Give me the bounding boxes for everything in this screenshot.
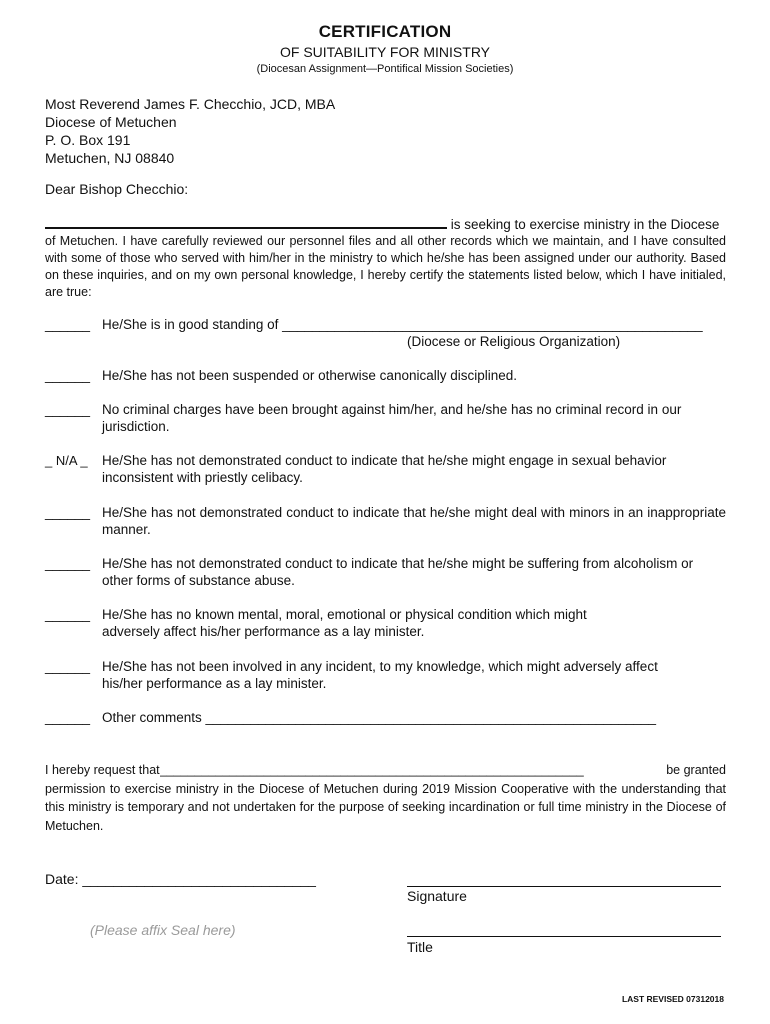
organization-caption: (Diocese or Religious Organization): [407, 334, 621, 349]
item-text: He/She is in good standing of: [102, 317, 283, 332]
salutation: Dear Bishop Checchio:: [45, 181, 189, 197]
request-paragraph: [45, 761, 726, 835]
comments-blank[interactable]: ____________________________________________________________: [205, 710, 657, 725]
date-blank[interactable]: ______________________________: [82, 871, 316, 887]
date-label: Date:: [45, 871, 83, 887]
item-substance: [45, 555, 726, 591]
item-incident: [45, 658, 726, 694]
item-text: He/She has not demonstrated conduct to indicate that he/she might deal with minors in an inappropriate manner.: [102, 505, 726, 537]
item-celibacy: [45, 452, 726, 488]
initial-blank[interactable]: ______: [45, 607, 91, 622]
title-line[interactable]: [407, 936, 721, 937]
revision-footer: LAST REVISED 07312018: [621, 994, 724, 1004]
item-other-comments: [45, 709, 726, 729]
address-line-pobox: P. O. Box 191: [45, 132, 131, 148]
item-text: He/She has not demonstrated conduct to indicate that he/she might be suffering from alcoholism or other forms of substance abuse.: [102, 556, 694, 588]
initial-blank[interactable]: ______: [45, 317, 91, 332]
intro-paragraph: [45, 214, 726, 301]
signature-label: Signature: [407, 888, 467, 904]
address-line-city: Metuchen, NJ 08840: [45, 150, 175, 166]
document-subtitle: OF SUITABILITY FOR MINISTRY: [279, 44, 491, 60]
initial-blank[interactable]: ______: [45, 659, 91, 674]
item-text: He/She has not demonstrated conduct to indicate that he/she might engage in sexual behavior inconsistent with priestly celibacy.: [102, 453, 667, 485]
item-text: Other comments: [102, 710, 206, 725]
initial-blank[interactable]: ______: [45, 505, 91, 520]
item-good-standing: [45, 316, 726, 356]
item-minors: [45, 504, 726, 540]
title-label: Title: [407, 939, 433, 955]
address-line-diocese: Diocese of Metuchen: [45, 114, 177, 130]
item-condition: [45, 606, 726, 642]
item-not-suspended: [45, 367, 726, 387]
item-no-criminal: [45, 401, 726, 437]
request-end: be granted: [666, 763, 726, 777]
item-text: He/She has not been involved in any incident, to my knowledge, which might adversely affect his/her performance as a lay minister.: [102, 659, 658, 691]
initial-na[interactable]: _ N/A _: [45, 453, 88, 468]
intro-first-line: is seeking to exercise ministry in the Diocese: [447, 217, 720, 232]
intro-body: of Metuchen. I have carefully reviewed our personnel files and all other records which we maintain, and I have consulted with some of those who served with him/her in the ministry to which he/she has been assigned under our authority. Based on these inquiries, and on my own personal knowledge, I hereby certify the statements listed below, which I have initialed, are true:: [45, 234, 726, 299]
request-start: I hereby request that: [45, 763, 160, 777]
initial-blank[interactable]: ______: [45, 556, 91, 571]
date-row: [45, 871, 316, 887]
item-text: He/She has no known mental, moral, emotional or physical condition which might adversely affect his/her performance as a lay minister.: [102, 607, 587, 639]
document-title: CERTIFICATION: [318, 22, 452, 41]
initial-blank[interactable]: ______: [45, 368, 91, 383]
document-note: (Diocesan Assignment—Pontifical Mission Societies): [256, 63, 514, 75]
seal-placeholder: (Please affix Seal here): [90, 922, 236, 938]
signature-line[interactable]: [407, 886, 721, 887]
initial-blank[interactable]: ______: [45, 710, 91, 725]
request-body: permission to exercise ministry in the Diocese of Metuchen during 2019 Mission Cooperative with the understanding that this ministry is temporary and not undertaken for the purpose of seeking incardination or full time ministry in the Diocese of Metuchen.: [45, 781, 726, 833]
item-text: No criminal charges have been brought against him/her, and he/she has no criminal record in our jurisdiction.: [102, 402, 682, 434]
initial-blank[interactable]: ______: [45, 402, 91, 417]
address-block: [45, 95, 335, 167]
grantee-name-blank[interactable]: _____________________________________________________________: [159, 763, 584, 777]
address-line-name: Most Reverend James F. Checchio, JCD, MBA: [45, 96, 336, 112]
candidate-name-blank[interactable]: [45, 214, 447, 229]
organization-blank[interactable]: ________________________________________________________: [282, 317, 703, 332]
item-text: He/She has not been suspended or otherwise canonically disciplined.: [102, 368, 518, 383]
